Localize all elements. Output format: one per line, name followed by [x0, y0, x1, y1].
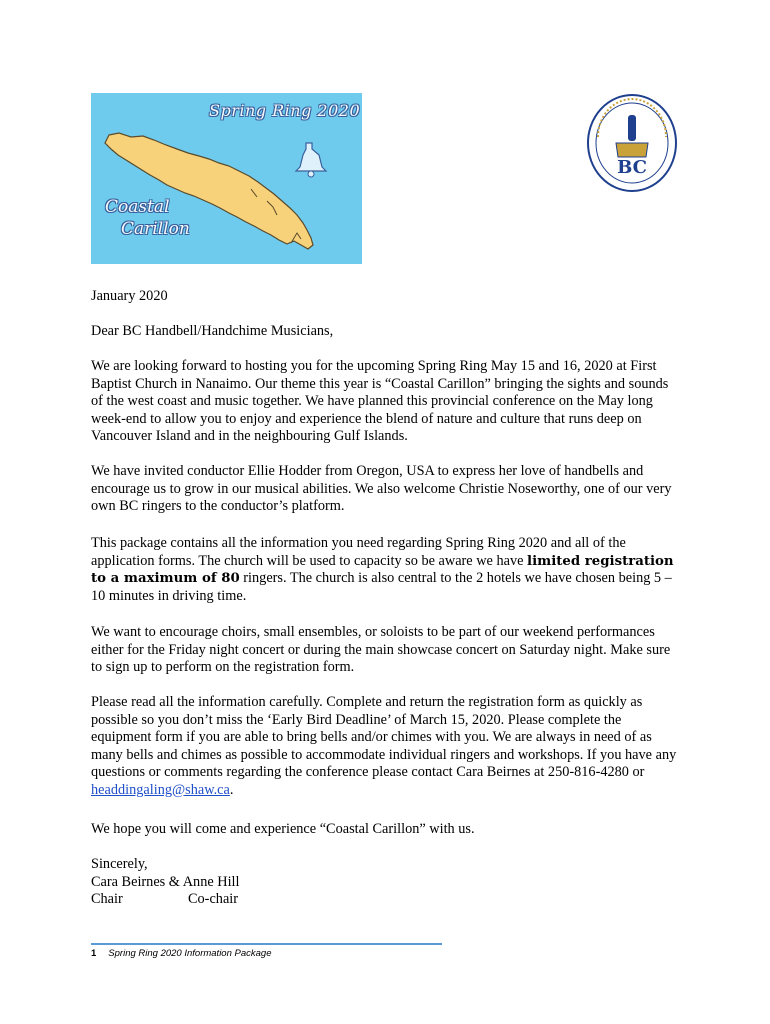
- signature-names: Cara Beirnes & Anne Hill: [91, 874, 240, 890]
- page-footer: [91, 948, 271, 959]
- closing: Sincerely,: [91, 856, 148, 872]
- signature-roles: [91, 891, 683, 909]
- paragraph-2: [91, 463, 683, 516]
- banner-subtitle-line1: Coastal: [105, 197, 170, 217]
- paragraph-1-text: We are looking forward to hosting you for the upcoming Spring Ring May 15 and 16, 2020 at First Baptist Church in Nanaimo. Our theme this year is “Coastal Carillon” bringing the sights and sounds of the west coast and music together. We have planned this provincial conference on the May long week-end to allow you to enjoy and experience the blend of nature and culture that runs deep on Vancouver Island and in the neighbouring Gulf Islands.: [91, 358, 669, 445]
- paragraph-5-text-b: .: [229, 781, 234, 798]
- paragraph-3: [91, 535, 683, 605]
- email-link[interactable]: headdingaling@shaw.ca: [91, 781, 230, 798]
- role-chair: Chair: [91, 891, 123, 907]
- spring-ring-banner: [91, 93, 362, 264]
- footer-divider: [91, 943, 442, 945]
- bell-icon: [296, 143, 326, 177]
- paragraph-6: We hope you will come and experience “Coastal Carillon” with us.: [91, 821, 475, 837]
- paragraph-5-text-a: Please read all the information carefully. Complete and return the registration form as quickly as possible so you don’t miss the ‘Early Bird Deadline’ of March 15, 2020. Please complete the equipment form if you are able to bring bells and/or chimes with you. We are always in need of as many bells and chimes as possible to accommodate individual ringers and workshops. If you have any questions or comments regarding the conference please contact Cara Beirnes at 250-816-4280 or: [91, 694, 677, 781]
- salutation: Dear BC Handbell/Handchime Musicians,: [91, 323, 334, 339]
- letter-date: January 2020: [91, 288, 168, 304]
- paragraph-2-text: We have invited conductor Ellie Hodder from Oregon, USA to express her love of handbells and encourage us to grow in our musical abilities. We also welcome Christie Noseworthy, one of our very own BC ringers to the conductor’s platform.: [91, 463, 672, 515]
- registration-limit-text: limited registration to a maximum of 80: [91, 553, 674, 587]
- page-number: 1: [91, 948, 97, 959]
- paragraph-4: [91, 624, 683, 677]
- logo-text: BC: [617, 157, 647, 178]
- footer-title: Spring Ring 2020 Information Package: [108, 948, 272, 959]
- paragraph-1: [91, 358, 683, 446]
- paragraph-4-text: We want to encourage choirs, small ensembles, or soloists to be part of our weekend performances either for the Friday night concert or during the main showcase concert on Saturday night. Make sure to sign up to perform on the registration form.: [91, 624, 671, 676]
- banner-subtitle-line2: Carillon: [121, 219, 190, 239]
- bc-guild-logo: [586, 93, 678, 193]
- paragraph-3-text-a: This package contains all the information you need regarding Spring Ring 2020 and all of the application forms. The church will be used to capacity so be aware we have: [91, 535, 626, 569]
- paragraph-5: [91, 694, 683, 800]
- paragraph-3-text-b: ringers. The church is also central to the 2 hotels we have chosen being 5 – 10 minutes in driving time.: [91, 570, 672, 604]
- banner-title: Spring Ring 2020: [209, 101, 361, 120]
- role-co-chair: Co-chair: [188, 891, 239, 907]
